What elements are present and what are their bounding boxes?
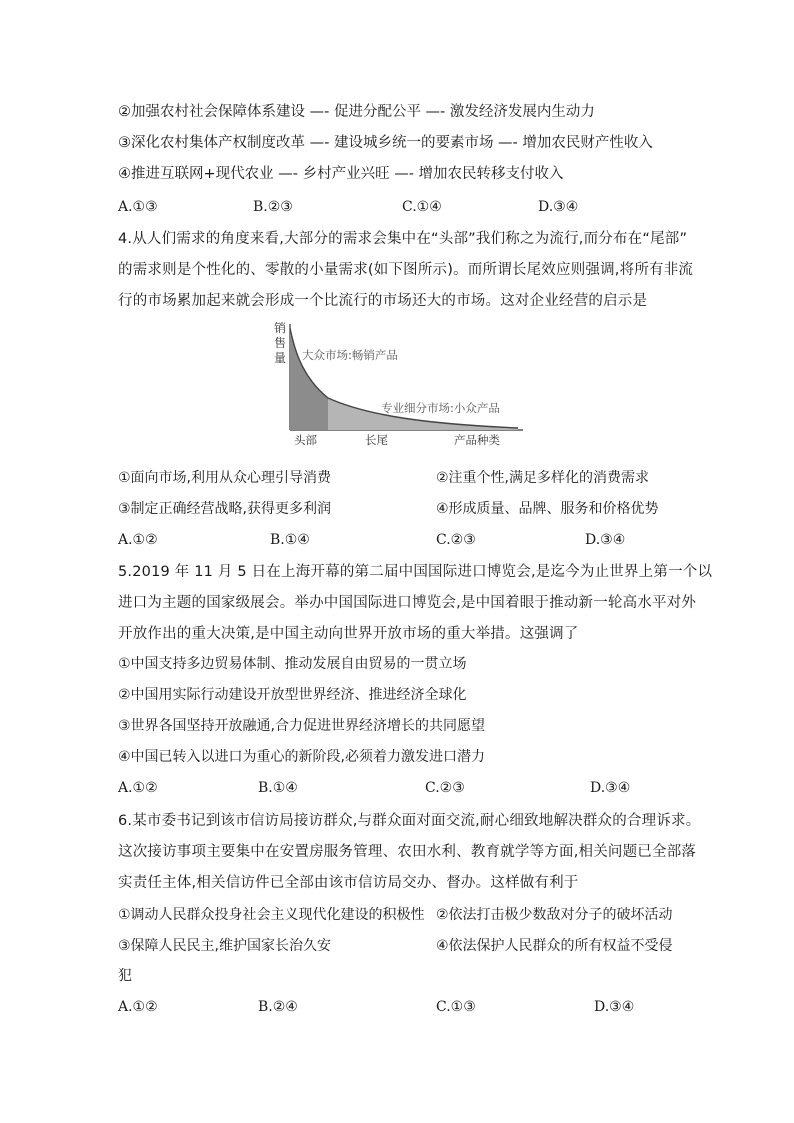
q4-stem-line-3: 行的市场累加起来就会形成一个比流行的市场还大的市场。这对企业经营的启示是	[118, 293, 648, 309]
tail-label: 长尾	[365, 433, 388, 447]
q4-choice-1: ①面向市场,利用从众心理引导消费	[118, 470, 332, 486]
q3-option-line-2: ②加强农村社会保障体系建设 —- 促进分配公平 —- 激发经济发展内生动力	[118, 104, 595, 120]
x-label: 产品种类	[454, 433, 500, 447]
mass-market-label: 大众市场:畅销产品	[302, 348, 398, 362]
q5-answer-d: D.③④	[590, 780, 631, 796]
q4-answer-d: D.③④	[585, 532, 626, 548]
q5-choice-4: ④中国已转入以进口为重心的新阶段,必须着力激发进口潜力	[118, 749, 485, 765]
q5-choice-1: ①中国支持多边贸易体制、推动发展自由贸易的一贯立场	[118, 656, 467, 672]
head-area	[290, 328, 328, 430]
q6-choice-4: ④依法保护人民群众的所有权益不受侵	[436, 938, 673, 954]
y-label-1: 销	[274, 321, 287, 335]
q4-stem-line-1: 4.从人们需求的角度来看,大部分的需求会集中在“头部”我们称之为流行,而分布在“尾部”	[118, 231, 688, 247]
q4-answer-c: C.②③	[436, 532, 476, 548]
q4-stem-line-2: 的需求则是个性化的、零散的小量需求(如下图所示)。而所谓长尾效应则强调,将所有非流	[118, 262, 694, 278]
q6-answer-c: C.①③	[436, 999, 476, 1015]
q4-answer-b: B.①④	[270, 532, 310, 548]
q6-answer-d: D.③④	[594, 999, 635, 1015]
q5-stem-line-1: 5.2019 年 11 月 5 日在上海开幕的第二届中国国际进口博览会,是迄今为止世界上第一个以	[118, 564, 713, 580]
q6-stem-line-1: 6.某市委书记到该市信访局接访群众,与群众面对面交流,耐心细致地解决群众的合理诉求。	[118, 813, 701, 829]
q5-choice-3: ③世界各国坚持开放融通,合力促进世界经济增长的共同愿望	[118, 718, 485, 734]
q6-answer-b: B.②④	[258, 999, 298, 1015]
q3-answer-c: C.①④	[402, 199, 442, 215]
q3-answer-a: A.①③	[118, 199, 158, 215]
q6-choice-4-cont: 犯	[118, 968, 132, 984]
q6-choice-2: ②依法打击极少数敌对分子的破坏活动	[436, 907, 673, 923]
q4-choice-2: ②注重个性,满足多样化的消费需求	[436, 470, 650, 486]
q6-stem-line-3: 实责任主体,相关信访件已全部由该市信访局交办、督办。这样做有利于	[118, 875, 579, 891]
q5-answer-a: A.①②	[118, 780, 158, 796]
q4-choice-3: ③制定正确经营战略,获得更多利润	[118, 501, 332, 517]
niche-market-label: 专业细分市场:小众产品	[381, 401, 500, 415]
long-tail-diagram	[268, 318, 528, 450]
q6-choice-1: ①调动人民群众投身社会主义现代化建设的积极性	[118, 907, 425, 923]
q6-choice-3: ③保障人民民主,维护国家长治久安	[118, 938, 332, 954]
q3-option-line-3: ③深化农村集体产权制度改革 —- 建设城乡统一的要素市场 —- 增加农民财产性收入	[118, 135, 653, 151]
q5-answer-b: B.①④	[258, 780, 298, 796]
q3-option-line-4: ④推进互联网+现代农业 —- 乡村产业兴旺 —- 增加农民转移支付收入	[118, 166, 564, 182]
y-label-2: 售	[274, 336, 287, 350]
q3-answer-b: B.②③	[253, 199, 293, 215]
y-label-3: 量	[274, 351, 287, 365]
q4-choice-4: ④形成质量、品牌、服务和价格优势	[436, 501, 659, 517]
q5-choice-2: ②中国用实际行动建设开放型世界经济、推进经济全球化	[118, 687, 467, 703]
q5-stem-line-2: 进口为主题的国家级展会。举办中国国际进口博览会,是中国着眼于推动新一轮高水平对外	[118, 595, 697, 611]
q5-stem-line-3: 开放作出的重大决策,是中国主动向世界开放市场的重大举措。这强调了	[118, 626, 579, 642]
q6-stem-line-2: 这次接访事项主要集中在安置房服务管理、农田水利、教育就学等方面,相关问题已全部落	[118, 844, 697, 860]
q5-answer-c: C.②③	[425, 780, 465, 796]
q6-answer-a: A.①②	[118, 999, 158, 1015]
head-label: 头部	[294, 433, 317, 447]
q4-answer-a: A.①②	[118, 532, 158, 548]
q3-answer-d: D.③④	[538, 199, 579, 215]
